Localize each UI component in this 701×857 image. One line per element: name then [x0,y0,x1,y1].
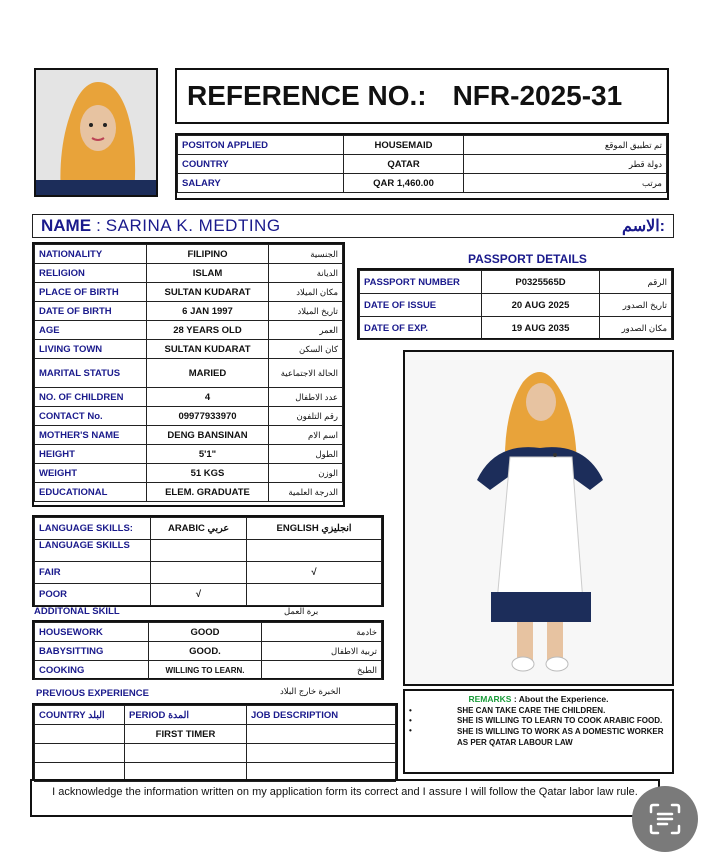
fair-english: √ [247,562,382,584]
table-row [35,642,382,661]
experience-cell [35,725,125,744]
personal-label: CONTACT No. [35,407,147,426]
language-skills-table [32,515,384,607]
table-row [35,445,343,464]
skills-table [32,620,384,680]
full-body-illustration [405,352,672,684]
personal-label: MARITAL STATUS [35,359,147,388]
babysitting-label: BABYSITTING [35,642,149,661]
personal-value: SULTAN KUDARAT [147,283,269,302]
name-arabic: الاسم: [622,218,665,235]
personal-arabic: تاريخ الميلاد [269,302,343,321]
personal-value: DENG BANSINAN [147,426,269,445]
experience-cell [247,744,396,763]
remarks-item [409,706,668,715]
portrait-photo [34,68,158,197]
poor-label: POOR [35,584,151,606]
country-column-header: COUNTRY البلد [35,706,125,725]
remarks-text: SHE IS WILLING TO LEARN TO COOK ARABIC FOOD. [457,716,663,725]
remarks-item [409,726,668,748]
expiry-date-label: DATE OF EXP. [360,317,482,340]
position-table [175,133,669,200]
passport-number-arabic: الرقم [600,271,672,294]
position-value: HOUSEMAID [344,136,464,155]
issue-date-value: 20 AUG 2025 [482,294,600,317]
table-row [360,271,672,294]
personal-value: ELEM. GRADUATE [147,483,269,502]
personal-arabic: الحالة الاجتماعية [269,359,343,388]
salary-label: SALARY [178,174,344,193]
personal-label: MOTHER'S NAME [35,426,147,445]
personal-label: HEIGHT [35,445,147,464]
personal-arabic: كان السكن [269,340,343,359]
experience-title: PREVIOUS EXPERIENCE [36,688,149,699]
table-row [360,317,672,340]
poor-arabic: √ [151,584,247,606]
country-arabic: دولة قطر [464,155,667,174]
table-row [35,706,396,725]
personal-label: LIVING TOWN [35,340,147,359]
table-row [35,464,343,483]
table-row [35,744,396,763]
experience-table [32,703,398,781]
personal-value: ISLAM [147,264,269,283]
table-row [178,136,667,155]
personal-arabic: اسم الام [269,426,343,445]
empty-cell [151,540,247,562]
table-row [35,518,382,540]
housework-value: GOOD [149,623,262,642]
acknowledgement-text: I acknowledge the information written on my application form its correct and I assure I will follow the Qatar labor law rule. [52,786,638,798]
position-label: POSITON APPLIED [178,136,344,155]
arabic-header: ARABIC عربي [151,518,247,540]
personal-value: FILIPINO [147,245,269,264]
table-row [35,359,343,388]
salary-value: QAR 1,460.00 [344,174,464,193]
bullet: • [409,726,412,735]
language-header: LANGUAGE SKILLS: [35,518,151,540]
table-row [35,340,343,359]
name-value: SARINA K. MEDTING [105,216,281,235]
personal-arabic: الوزن [269,464,343,483]
reference-number: NFR-2025-31 [452,80,623,111]
personal-value: 51 KGS [147,464,269,483]
personal-value: 5'1" [147,445,269,464]
remarks-text: SHE IS WILLING TO WORK AS A DOMESTIC WORKER AS PER QATAR LABOUR LAW [457,727,664,747]
cooking-arabic: الطبخ [262,661,382,680]
bullet: • [409,716,412,725]
issue-date-arabic: تاريخ الصدور [600,294,672,317]
passport-number-label: PASSPORT NUMBER [360,271,482,294]
passport-title: PASSPORT DETAILS [468,252,587,266]
housework-arabic: خادمة [262,623,382,642]
table-row [35,584,382,606]
remarks-subtitle: : About the Experience. [513,694,609,704]
remarks-heading [409,694,668,704]
skills-title-arabic: برة العمل [284,606,319,616]
name-bar [32,214,674,238]
table-row [35,302,343,321]
expiry-date-value: 19 AUG 2035 [482,317,600,340]
remarks-text: SHE CAN TAKE CARE THE CHILDREN. [457,706,606,715]
personal-details-table [32,242,345,507]
personal-value: 6 JAN 1997 [147,302,269,321]
table-row [178,174,667,193]
cooking-label: COOKING [35,661,149,680]
personal-arabic: رقم التلفون [269,407,343,426]
personal-arabic: الديانة [269,264,343,283]
passport-number-value: P0325565D [482,271,600,294]
personal-value: 4 [147,388,269,407]
personal-arabic: مكان الميلاد [269,283,343,302]
position-arabic: تم تطبيق الموقع [464,136,667,155]
babysitting-value: GOOD. [149,642,262,661]
table-row [360,294,672,317]
remarks-item [409,716,668,725]
reference-label: REFERENCE NO.: [187,80,427,111]
country-value: QATAR [344,155,464,174]
reference-box [175,68,669,124]
bullet: • [409,706,412,715]
personal-value: MARIED [147,359,269,388]
personal-arabic: الدرجة العلمية [269,483,343,502]
personal-arabic: الطول [269,445,343,464]
table-row [35,623,382,642]
table-row [35,426,343,445]
table-row [178,155,667,174]
salary-arabic: مرتب [464,174,667,193]
personal-label: RELIGION [35,264,147,283]
full-body-photo [403,350,674,686]
portrait-illustration [36,70,156,195]
empty-cell [247,540,382,562]
name-separator: : [96,216,101,235]
fair-arabic [151,562,247,584]
cooking-value: WILLING TO LEARN. [149,661,262,680]
babysitting-arabic: تربية الاطفال [262,642,382,661]
table-row [35,562,382,584]
personal-value: 09977933970 [147,407,269,426]
english-header: ENGLISH انجليزي [247,518,382,540]
job-column-header: JOB DESCRIPTION [247,706,396,725]
personal-arabic: العمر [269,321,343,340]
table-row [35,245,343,264]
experience-title-arabic: الخبرة خارج البلاد [280,686,341,696]
remarks-title: REMARKS [468,694,512,704]
personal-value: 28 YEARS OLD [147,321,269,340]
name-label: NAME [41,216,92,235]
table-row [35,264,343,283]
table-row [35,661,382,680]
skills-title: ADDITONAL SKILL [34,606,120,617]
experience-cell [35,744,125,763]
period-column-header: PERIOD المدة [125,706,247,725]
personal-arabic: عدد الاطفال [269,388,343,407]
personal-label: NATIONALITY [35,245,147,264]
experience-cell [125,744,247,763]
housework-label: HOUSEWORK [35,623,149,642]
personal-label: DATE OF BIRTH [35,302,147,321]
expiry-date-arabic: مكان الصدور [600,317,672,340]
table-row [35,283,343,302]
scan-text-icon [648,802,682,836]
remarks-box [403,689,674,774]
table-row [35,540,382,562]
passport-table [357,268,674,340]
table-row [35,388,343,407]
table-row [35,725,396,744]
personal-label: AGE [35,321,147,340]
personal-label: PLACE OF BIRTH [35,283,147,302]
issue-date-label: DATE OF ISSUE [360,294,482,317]
table-row [35,321,343,340]
fair-label: FAIR [35,562,151,584]
experience-cell [247,725,396,744]
personal-label: NO. OF CHILDREN [35,388,147,407]
scan-text-button[interactable] [632,786,698,852]
personal-arabic: الجنسية [269,245,343,264]
experience-cell: FIRST TIMER [125,725,247,744]
poor-english [247,584,382,606]
acknowledgement-box [30,779,660,817]
personal-label: EDUCATIONAL [35,483,147,502]
personal-value: SULTAN KUDARAT [147,340,269,359]
personal-label: WEIGHT [35,464,147,483]
language-sub-label: LANGUAGE SKILLS [35,540,151,562]
country-label: COUNTRY [178,155,344,174]
table-row [35,407,343,426]
table-row [35,483,343,502]
